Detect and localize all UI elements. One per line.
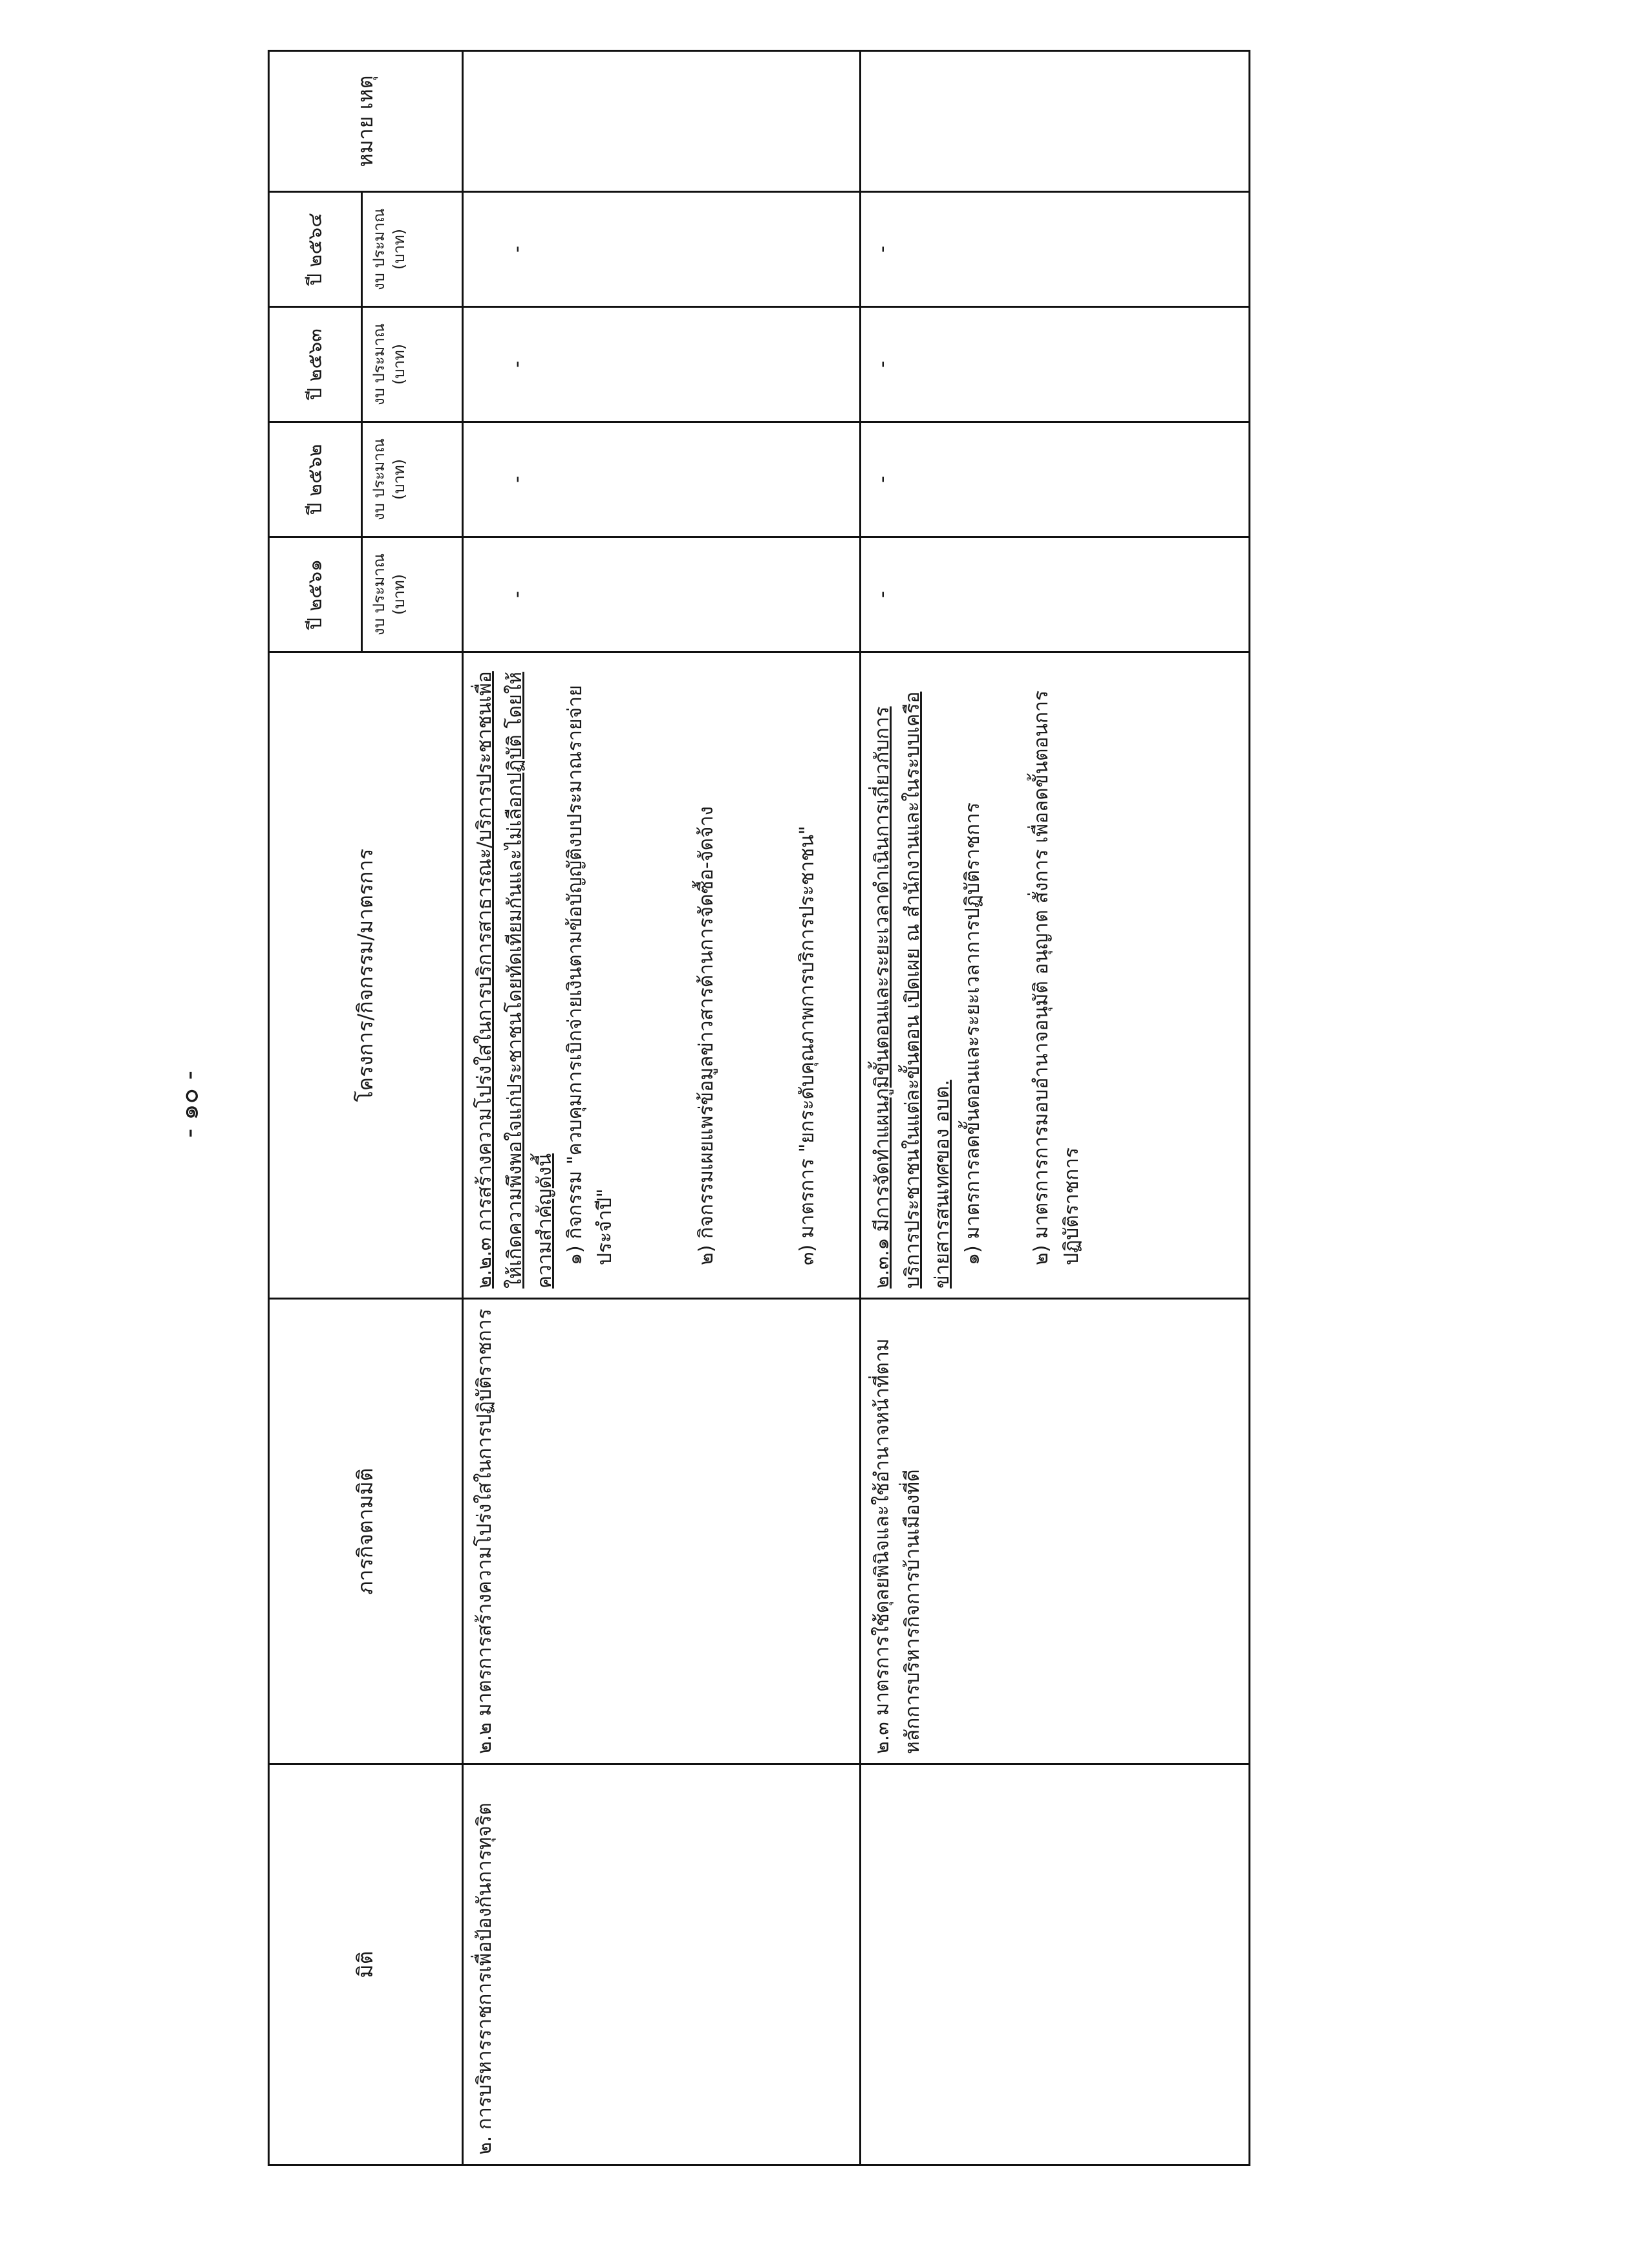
cell-remark [463, 51, 861, 192]
cell-budget-4 [463, 192, 861, 307]
cell-budget-3 [463, 307, 861, 422]
header-year-1: ปี ๒๕๖๑ [269, 537, 362, 652]
header-budget-3: งบ ประมาณ (บาท) [362, 307, 463, 422]
table-row [861, 51, 1250, 2165]
cell-project [861, 652, 1250, 1299]
header-mission: ภารกิจตามมิติ [269, 1299, 463, 1764]
cell-budget-3: - [861, 307, 1250, 422]
plan-table [268, 50, 1250, 2166]
header-budget-1: งบ ประมาณ (บาท) [362, 537, 463, 652]
rotated-page-container [268, 52, 1250, 2166]
header-row-top [269, 51, 362, 2165]
header-year-2: ปี ๒๕๖๒ [269, 422, 362, 537]
header-year-3: ปี ๒๕๖๓ [269, 307, 362, 422]
header-budget-2: งบ ประมาณ (บาท) [362, 422, 463, 537]
header-year-4: ปี ๒๕๖๔ [269, 192, 362, 307]
cell-mission: ๒.๓ มาตรการใช้ดุลยพินิจและใช้อำนาจหน้าที่ตามหลักการบริหารกิจการบ้านเมืองที่ดี [861, 1299, 1250, 1764]
budget-value: - [506, 246, 528, 253]
cell-mission: ๒.๒ มาตรการสร้างความโปร่งใสในการปฏิบัติราชการ [463, 1299, 861, 1764]
cell-dimension [861, 1764, 1250, 2165]
project-item-3: ๓) มาตรการ "ยกระดับคุณภาพการบริการประชาชน" [796, 826, 819, 1265]
cell-remark [861, 51, 1250, 192]
cell-budget-1 [463, 537, 861, 652]
cell-dimension: ๒. การบริหารราชการเพื่อป้องกันการทุจริต [463, 1764, 861, 2165]
project-item-1: ๑) กิจกรรม "ควบคุมการเบิกจ่ายเงินตามข้อบัญญัติงบประมาณรายจ่ายประจำปี" [563, 685, 616, 1265]
budget-value: - [506, 361, 528, 368]
header-project: โครงการ/กิจกรรม/มาตรการ [269, 652, 463, 1299]
cell-project [463, 652, 861, 1299]
project-item-2: ๒) มาตรการการมอบอำนาจอนุมัติ อนุญาต สั่งการ เพื่อลดขั้นตอนการปฏิบัติราชการ [1030, 690, 1083, 1265]
header-remark: หมาย เหตุ [269, 51, 463, 192]
cell-budget-2: - [861, 422, 1250, 537]
cell-budget-2 [463, 422, 861, 537]
project-title: ๒.๒.๓ การสร้างความโปร่งใสในการบริการสาธารณะ/บริการประชาชนเพื่อให้เกิดความพึงพอใจแก่ประชาชนโดยทัดเทียมกันและไม่เลือกปฏิบัติ โดยให้ความสำคัญดังนี้ [473, 671, 556, 1289]
table-row [463, 51, 861, 2165]
project-title: ๒.๓.๑ มีการจัดทำแผนภูมิขั้นตอนและระยะเวลาดำเนินการเกี่ยวกับการบริการประชาชนในแต่ละขั้นตอน เปิดเผย ณ สำนักงานและในระบบเครือข่ายสารสนเทศของ อบต. [871, 691, 954, 1289]
project-item-2: ๒) กิจกรรมเผยแพร่ข้อมูลข่าวสารด้านการจัดซื้อ-จัดจ้าง [694, 806, 718, 1265]
header-dimension: มิติ [269, 1764, 463, 2165]
cell-budget-1: - [861, 537, 1250, 652]
cell-budget-4: - [861, 192, 1250, 307]
page-number: - ๑๐ - [175, 1070, 204, 1138]
budget-value: - [506, 591, 528, 598]
header-budget-4: งบ ประมาณ (บาท) [362, 192, 463, 307]
project-item-1: ๑) มาตรการลดขั้นตอนและระยะเวลาการปฏิบัติราชการ [961, 802, 984, 1265]
budget-value: - [506, 476, 528, 483]
landscape-sheet [268, 52, 1250, 2166]
